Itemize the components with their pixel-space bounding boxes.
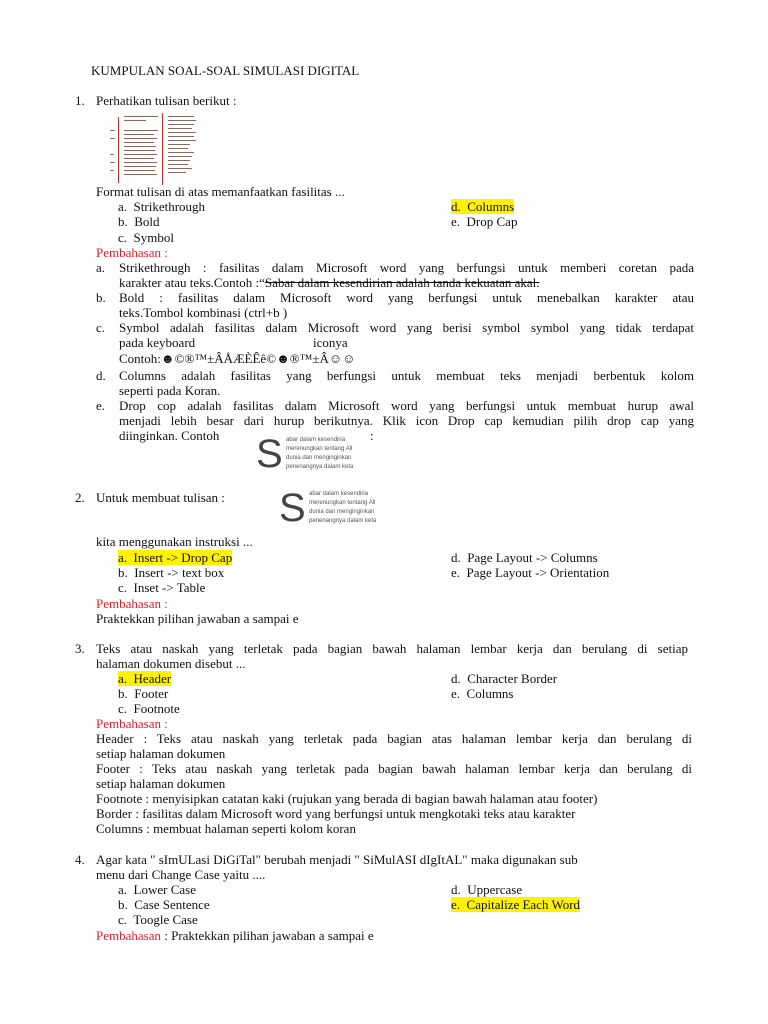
q1-expl-c-symbols: Contoh:☻©®™±ÂÅÆÈÊê©☻®™±Â☺☺	[119, 351, 356, 366]
q1-expl-e-line1: Drop cop adalah fasilitas dalam Microsoft word yang berfungsi untuk membuat hurup awal	[119, 398, 694, 413]
q1-prompt: Format tulisan di atas memanfaatkan fasilitas ...	[96, 184, 345, 199]
q3-option-b: b. Footer	[118, 686, 169, 701]
q4-text-line1: Agar kata " sImULasi DiGiTal" berubah menjadi " SiMulASI dIgItAL" maka digunakan sub	[96, 852, 578, 867]
q1-option-a: a. Strikethrough	[118, 199, 206, 214]
q1-expl-e-letter: e.	[96, 398, 106, 413]
q2-number: 2.	[75, 490, 85, 505]
q4-pembahasan-label: Pembahasan	[96, 928, 161, 943]
strikethrough-example: Sabar dalam kesendirian adalah tanda kekuatan akal.	[264, 275, 540, 290]
dropcap-text: abar dalam kesendiria merenungkan tentang All dunia dan menginginkan penenangnya dalam keta	[286, 437, 354, 470]
q1-option-d-answer: d. Columns	[451, 199, 515, 214]
q1-expl-e-colon: :	[370, 428, 374, 443]
q1-expl-b-line1: Bold : fasilitas dalam Microsoft word yang berfungsi untuk menebalkan karakter atau	[119, 290, 694, 305]
q1-expl-c-line2a: pada keyboard	[119, 335, 196, 350]
q3-number: 3.	[75, 641, 85, 656]
q3-expl-columns: Columns : membuat halaman seperti kolom koran	[96, 821, 356, 836]
q1-number: 1.	[75, 93, 85, 108]
q3-option-c: c. Footnote	[118, 701, 180, 716]
q1-option-e: e. Drop Cap	[451, 214, 518, 229]
q1-expl-c-letter: c.	[96, 320, 106, 335]
q4-number: 4.	[75, 852, 85, 867]
q2-option-c: c. Inset -> Table	[118, 580, 206, 595]
q2-prompt: kita menggunakan instruksi ...	[96, 534, 253, 549]
q2-text: Untuk membuat tulisan :	[96, 490, 225, 505]
q3-option-d: d. Character Border	[451, 671, 558, 686]
q1-expl-c-line1: Symbol adalah fasilitas dalam Microsoft word yang berisi symbol symbol yang tidak terdapat	[119, 320, 694, 335]
q1-expl-a-letter: a.	[96, 260, 106, 275]
q1-pembahasan-label: Pembahasan :	[96, 245, 168, 260]
q1-expl-d-line2: seperti pada Koran.	[119, 383, 221, 398]
dropcap-letter: S	[279, 486, 306, 530]
q4-option-c: c. Toogle Case	[118, 912, 198, 927]
dropcap-text: abar dalam kesendiria merenungkan tentang All dunia dan menginginkan penenangnya dalam keta	[309, 491, 377, 524]
q3-expl-header-line2: setiap halaman dokumen	[96, 746, 226, 761]
q1-expl-b-letter: b.	[96, 290, 106, 305]
q1-expl-d-line1: Columns adalah fasilitas yang berfungsi untuk membuat teks menjadi berbentuk kolom	[119, 368, 694, 383]
q1-expl-a-line2: karakter atau teks.Contoh :“Sabar dalam kesendirian adalah tanda kekuatan akal.	[119, 275, 540, 290]
q3-text-line2: halaman dokumen disebut ...	[96, 656, 246, 671]
q1-expl-e-line2: menjadi lebih besar dari hurup berikutnya. Klik icon Drop cap kemudian pilih drop cap yang	[119, 413, 694, 428]
q1-option-b: b. Bold	[118, 214, 160, 229]
q3-expl-footer-line1: Footer : Teks atau naskah yang terletak pada bagian bawah halaman lembar kerja dan berulang di	[96, 761, 692, 776]
q2-option-d: d. Page Layout -> Columns	[451, 550, 598, 565]
q4-text-line2: menu dari Change Case yaitu ....	[96, 867, 266, 882]
q3-expl-footer-line2: setiap halaman dokumen	[96, 776, 226, 791]
q2-option-b: b. Insert -> text box	[118, 565, 225, 580]
q1-text: Perhatikan tulisan berikut :	[96, 93, 237, 108]
q1-option-c: c. Symbol	[118, 230, 174, 245]
q4-pembahasan: Pembahasan : Praktekkan pilihan jawaban a sampai e	[96, 928, 374, 943]
columns-sample-image	[110, 113, 228, 185]
q3-expl-header-line1: Header : Teks atau naskah yang terletak pada bagian atas halaman lembar kerja dan berulang di	[96, 731, 692, 746]
dropcap-example-1	[256, 434, 376, 478]
q3-expl-footnote: Footnote : menyisipkan catatan kaki (rujukan yang berada di bagian bawah halaman atau footer)	[96, 791, 598, 806]
q3-pembahasan-label: Pembahasan :	[96, 716, 168, 731]
q1-expl-b-line2: teks.Tombol kombinasi (ctrl+b )	[119, 305, 288, 320]
q3-option-e: e. Columns	[451, 686, 514, 701]
q3-option-a-answer: a. Header	[118, 671, 172, 686]
q1-expl-a-line1: Strikethrough : fasilitas dalam Microsoft word yang berfungsi untuk memberi coretan pada	[119, 260, 694, 275]
q2-pembahasan-label: Pembahasan :	[96, 596, 168, 611]
dropcap-letter: S	[256, 432, 283, 476]
q1-expl-e-line3: diinginkan. Contoh	[119, 428, 220, 443]
q3-text-line1: Teks atau naskah yang terletak pada bagian bawah halaman lembar kerja dan berulang di setiap	[96, 641, 688, 656]
q3-expl-border: Border : fasilitas dalam Microsoft word yang berfungsi untuk mengkotaki teks atau karakter	[96, 806, 576, 821]
q4-option-a: a. Lower Case	[118, 882, 196, 897]
q4-option-d: d. Uppercase	[451, 882, 523, 897]
q4-option-b: b. Case Sentence	[118, 897, 210, 912]
q1-expl-c-line2b: iconya	[313, 335, 348, 350]
q2-explanation: Praktekkan pilihan jawaban a sampai e	[96, 611, 299, 626]
q2-option-e: e. Page Layout -> Orientation	[451, 565, 610, 580]
q2-option-a-answer: a. Insert -> Drop Cap	[118, 550, 233, 565]
q1-expl-d-letter: d.	[96, 368, 106, 383]
document-title: KUMPULAN SOAL-SOAL SIMULASI DIGITAL	[91, 63, 360, 78]
dropcap-example-2	[279, 488, 399, 532]
q4-option-e-answer: e. Capitalize Each Word	[451, 897, 581, 912]
